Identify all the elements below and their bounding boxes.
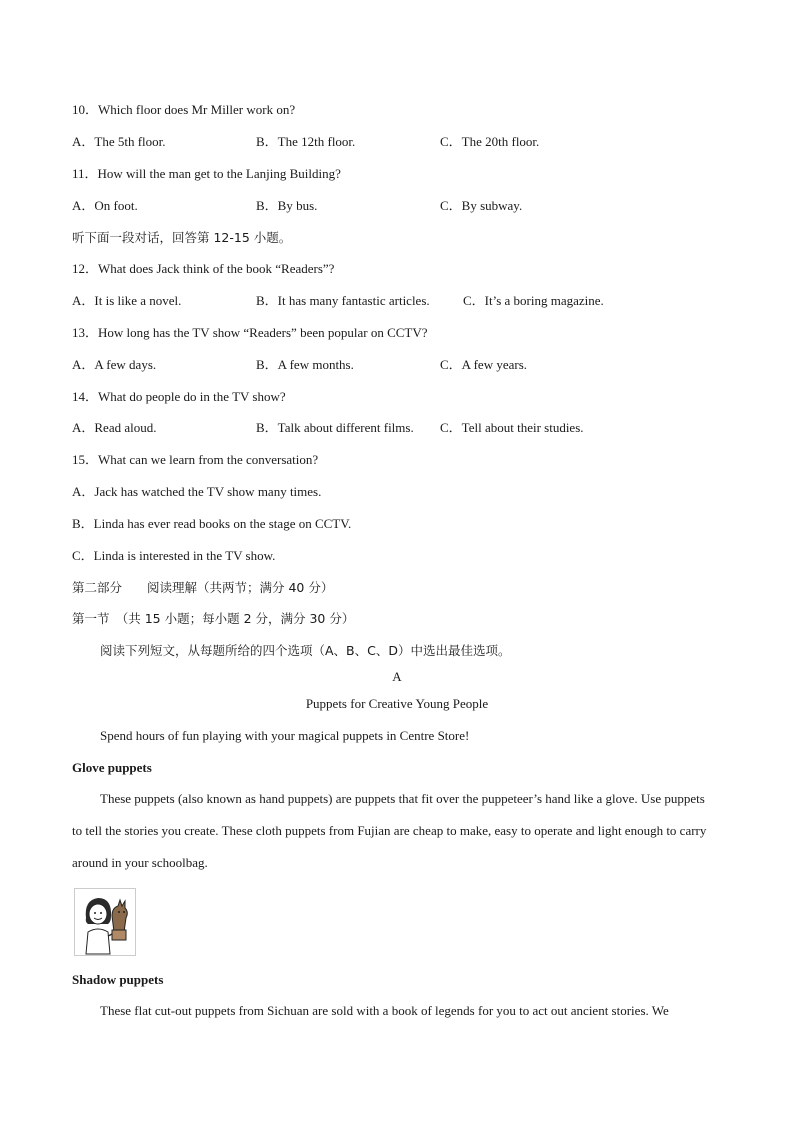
q11-option-a: A．On foot. (72, 198, 138, 213)
q13-option-a: A．A few days. (72, 357, 157, 372)
question-13: 13．How long has the TV show “Readers” been popular on CCTV? (72, 325, 428, 340)
q12-option-b: B．It has many fantastic articles. (256, 293, 430, 308)
passage-letter: A (392, 669, 402, 684)
q13-option-c: C．A few years. (440, 357, 528, 372)
question-10: 10．Which floor does Mr Miller work on? (72, 102, 296, 117)
section1-title: 第一节 （共 15 小题；每小题 2 分，满分 30 分） (72, 611, 355, 626)
q10-option-b: B．The 12th floor. (256, 134, 356, 149)
q12-option-a: A．It is like a novel. (72, 293, 182, 308)
glove-puppets-text: These puppets (also known as hand puppets) are puppets that fit over the puppeteer’s hand like a glove. Use puppets to tell the stories you create. These cloth puppets from Fujian are cheap to make, easy to operate and light enough to carry around in your schoolbag. (72, 791, 707, 870)
reading-instruction: 阅读下列短文，从每题所给的四个选项（A、B、C、D）中选出最佳选项。 (100, 643, 511, 658)
q15-option-a: A．Jack has watched the TV show many times. (72, 484, 322, 499)
passage-title: Puppets for Creative Young People (305, 696, 489, 711)
q13-option-b: B．A few months. (256, 357, 354, 372)
q10-option-c: C．The 20th floor. (440, 134, 540, 149)
glove-puppet-illustration (74, 888, 136, 956)
q11-option-c: C．By subway. (440, 198, 523, 213)
question-14: 14．What do people do in the TV show? (72, 389, 286, 404)
part2-title: 第二部分 阅读理解（共两节；满分 40 分） (72, 580, 334, 595)
girl-with-puppet-icon (74, 888, 136, 956)
q15-option-b: B．Linda has ever read books on the stage on CCTV. (72, 516, 352, 531)
q10-option-a: A．The 5th floor. (72, 134, 166, 149)
q11-option-b: B．By bus. (256, 198, 318, 213)
shadow-puppets-text: These flat cut-out puppets from Sichuan are sold with a book of legends for you to act out ancient stories. We (100, 1003, 669, 1018)
q15-option-c: C．Linda is interested in the TV show. (72, 548, 276, 563)
q14-option-c: C．Tell about their studies. (440, 420, 584, 435)
q14-option-b: B．Talk about different films. (256, 420, 414, 435)
question-12: 12．What does Jack think of the book “Readers”? (72, 261, 335, 276)
listening-instruction: 听下面一段对话，回答第 12-15 小题。 (72, 230, 292, 245)
passage-intro: Spend hours of fun playing with your magical puppets in Centre Store! (100, 728, 470, 743)
question-11: 11．How will the man get to the Lanjing Building? (72, 166, 341, 181)
q14-option-a: A．Read aloud. (72, 420, 157, 435)
q12-option-c: C．It’s a boring magazine. (463, 293, 604, 308)
shadow-puppets-heading: Shadow puppets (72, 972, 164, 987)
question-15: 15．What can we learn from the conversation? (72, 452, 319, 467)
glove-puppets-heading: Glove puppets (72, 760, 152, 775)
